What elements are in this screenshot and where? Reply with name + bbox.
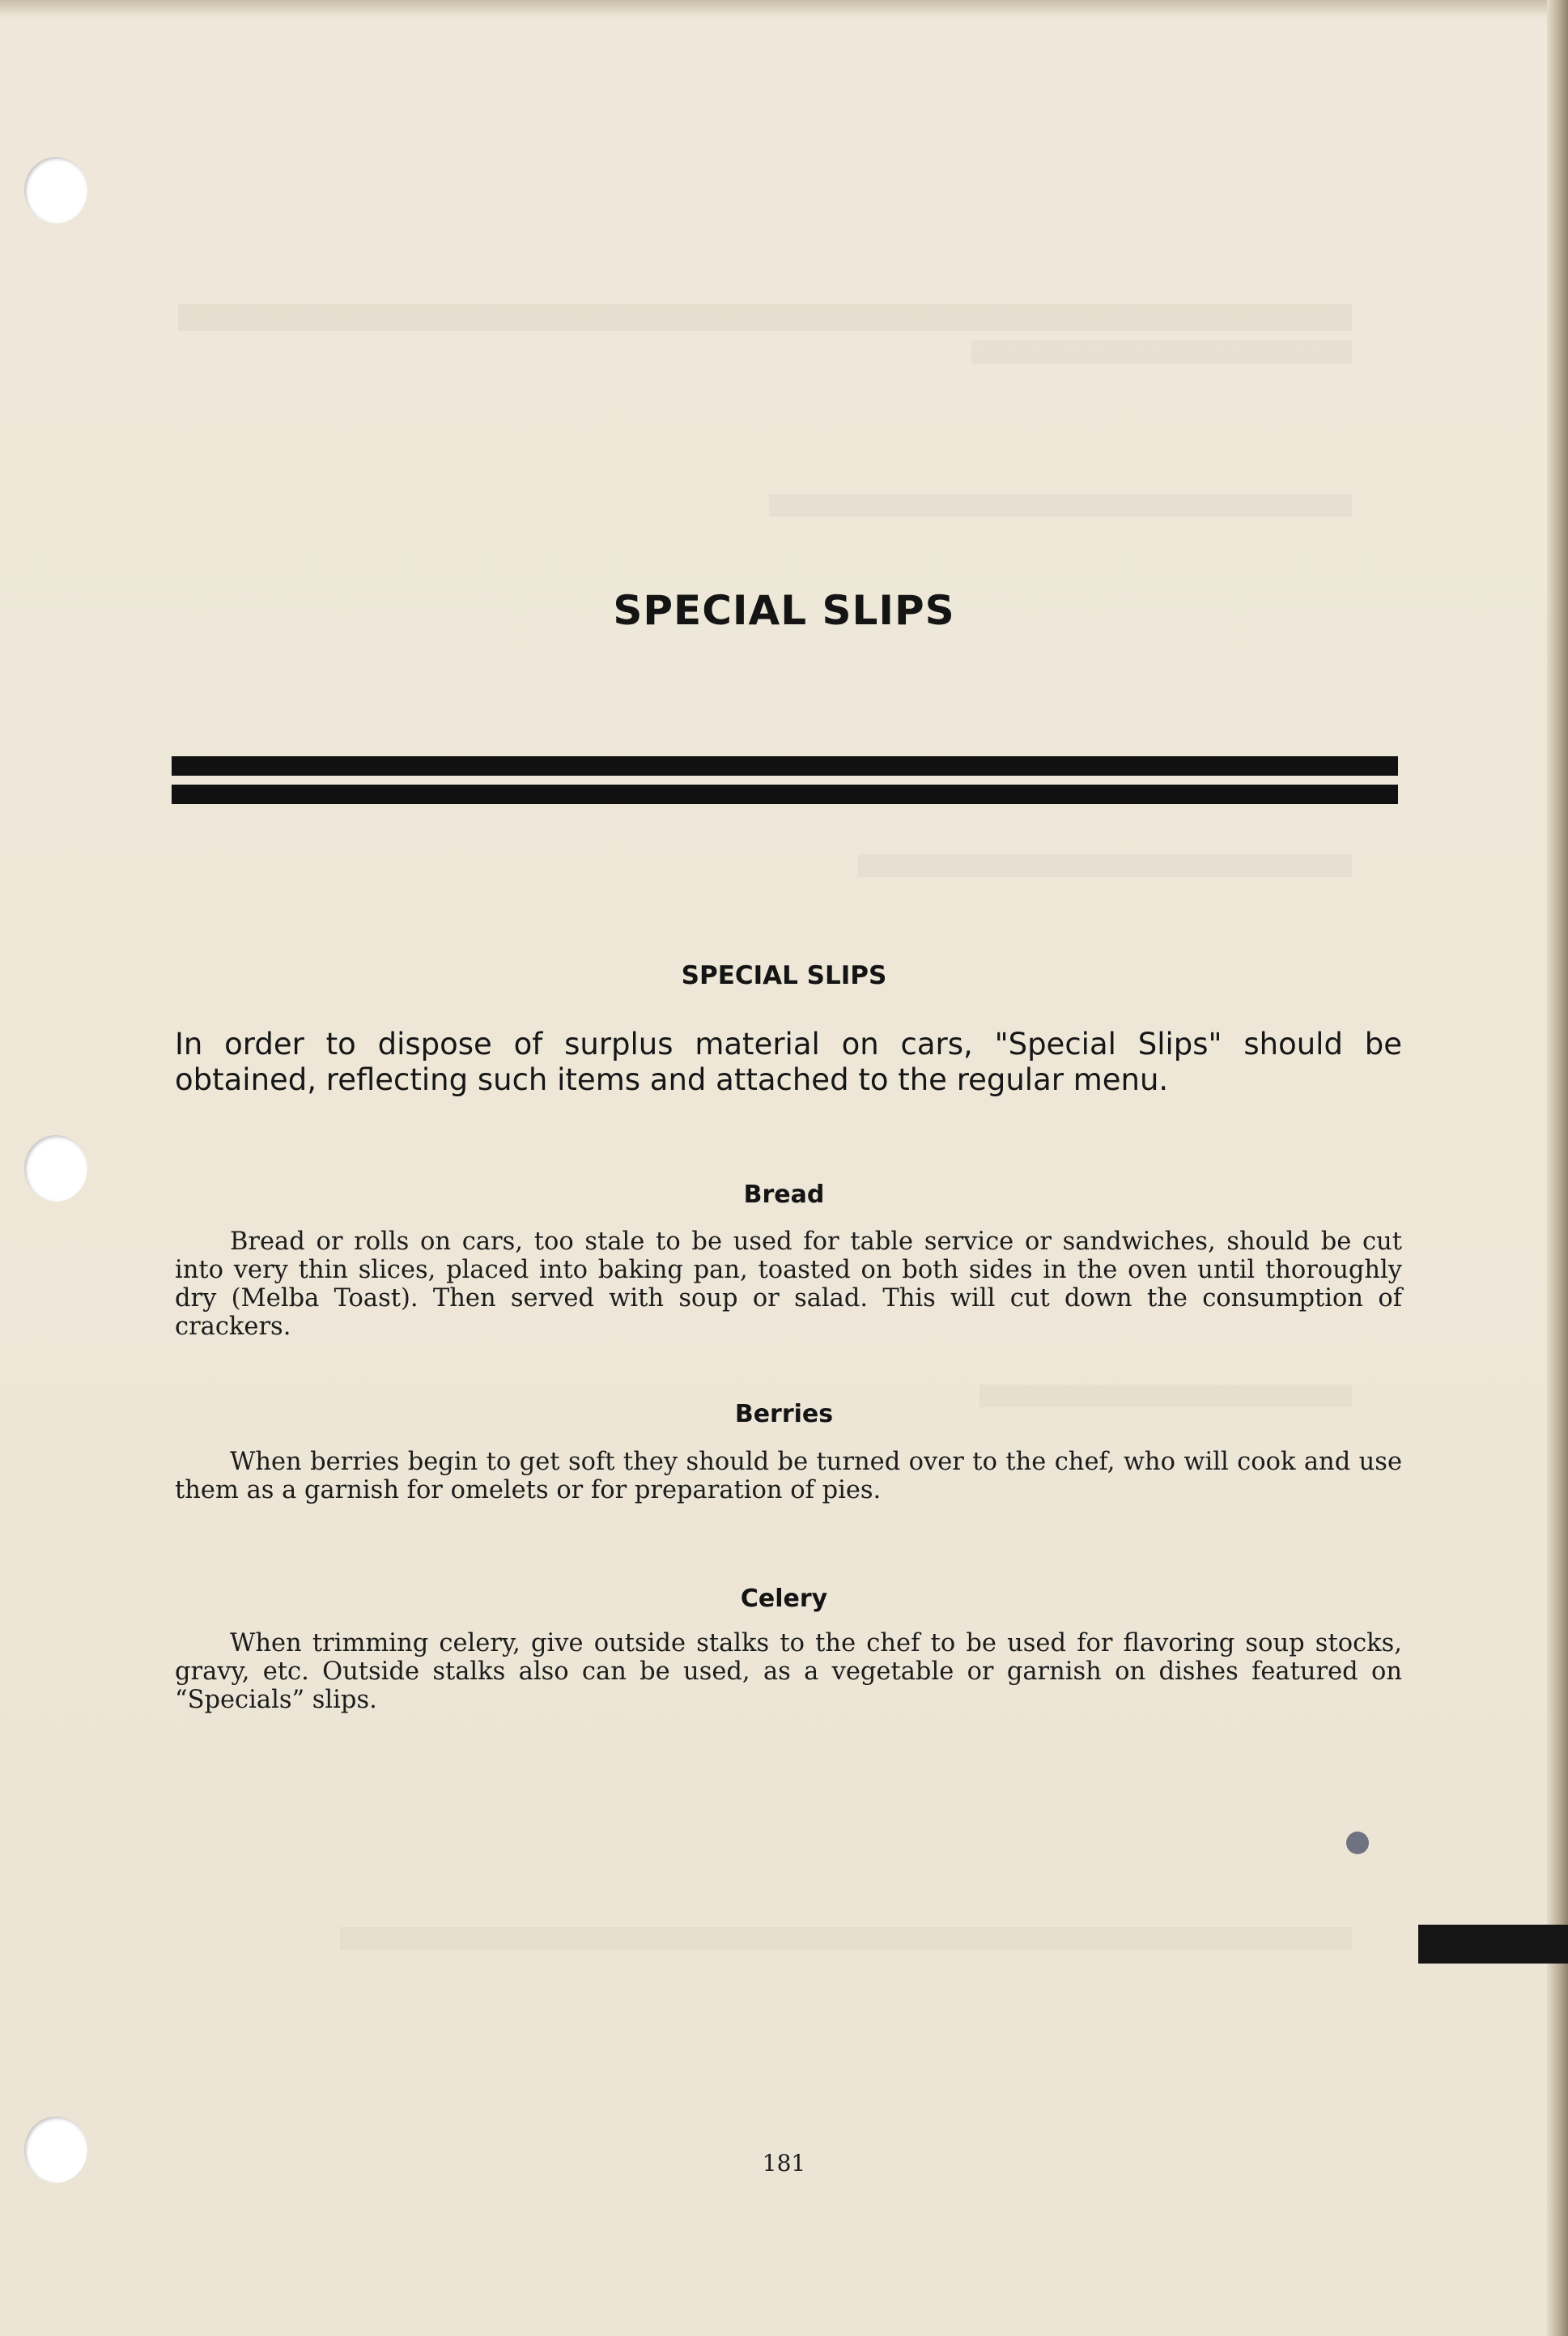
bleed-through-line — [178, 304, 1352, 331]
page-right-edge — [1547, 0, 1568, 2336]
ink-speck — [1346, 1832, 1369, 1854]
bleed-through-line — [769, 494, 1352, 517]
section-title: SPECIAL SLIPS — [681, 961, 887, 990]
divider-rule-top — [172, 756, 1398, 776]
page-title: SPECIAL SLIPS — [613, 587, 955, 634]
page-number: 181 — [762, 2150, 806, 2176]
section-heading-bread: Bread — [743, 1181, 825, 1209]
binder-hole-top — [24, 157, 87, 223]
bleed-through-line — [971, 340, 1352, 364]
bleed-through-line — [858, 854, 1352, 877]
section-heading-berries: Berries — [734, 1400, 834, 1428]
section-text-berries: When berries begin to get soft they should be turned over to the chef, who will cook and use them as a garnish for omelets or for preparation of pies. — [175, 1448, 1402, 1504]
section-text-bread: Bread or rolls on cars, too stale to be used for table service or sandwiches, should be cut into very thin slices, placed into baking pan, toasted on both sides in the oven until thoroughly dry (Melba Toast). Then served with soup or salad. This will cut down the consumption of crackers. — [175, 1228, 1402, 1341]
edge-index-tab — [1418, 1925, 1568, 1964]
section-heading-celery: Celery — [740, 1585, 828, 1613]
intro-paragraph: In order to dispose of surplus material on cars, "Special Slips" should be obtained, reflecting such items and attached to the regular menu. — [175, 1027, 1402, 1097]
section-text-celery: When trimming celery, give outside stalks to the chef to be used for flavoring soup stocks, gravy, etc. Outside stalks also can be used, as a vegetable or garnish on dishes featured on “Specials” slips. — [175, 1629, 1402, 1714]
bleed-through-line — [340, 1927, 1352, 1950]
divider-rule-bottom — [172, 785, 1398, 804]
page-top-edge — [0, 0, 1568, 18]
